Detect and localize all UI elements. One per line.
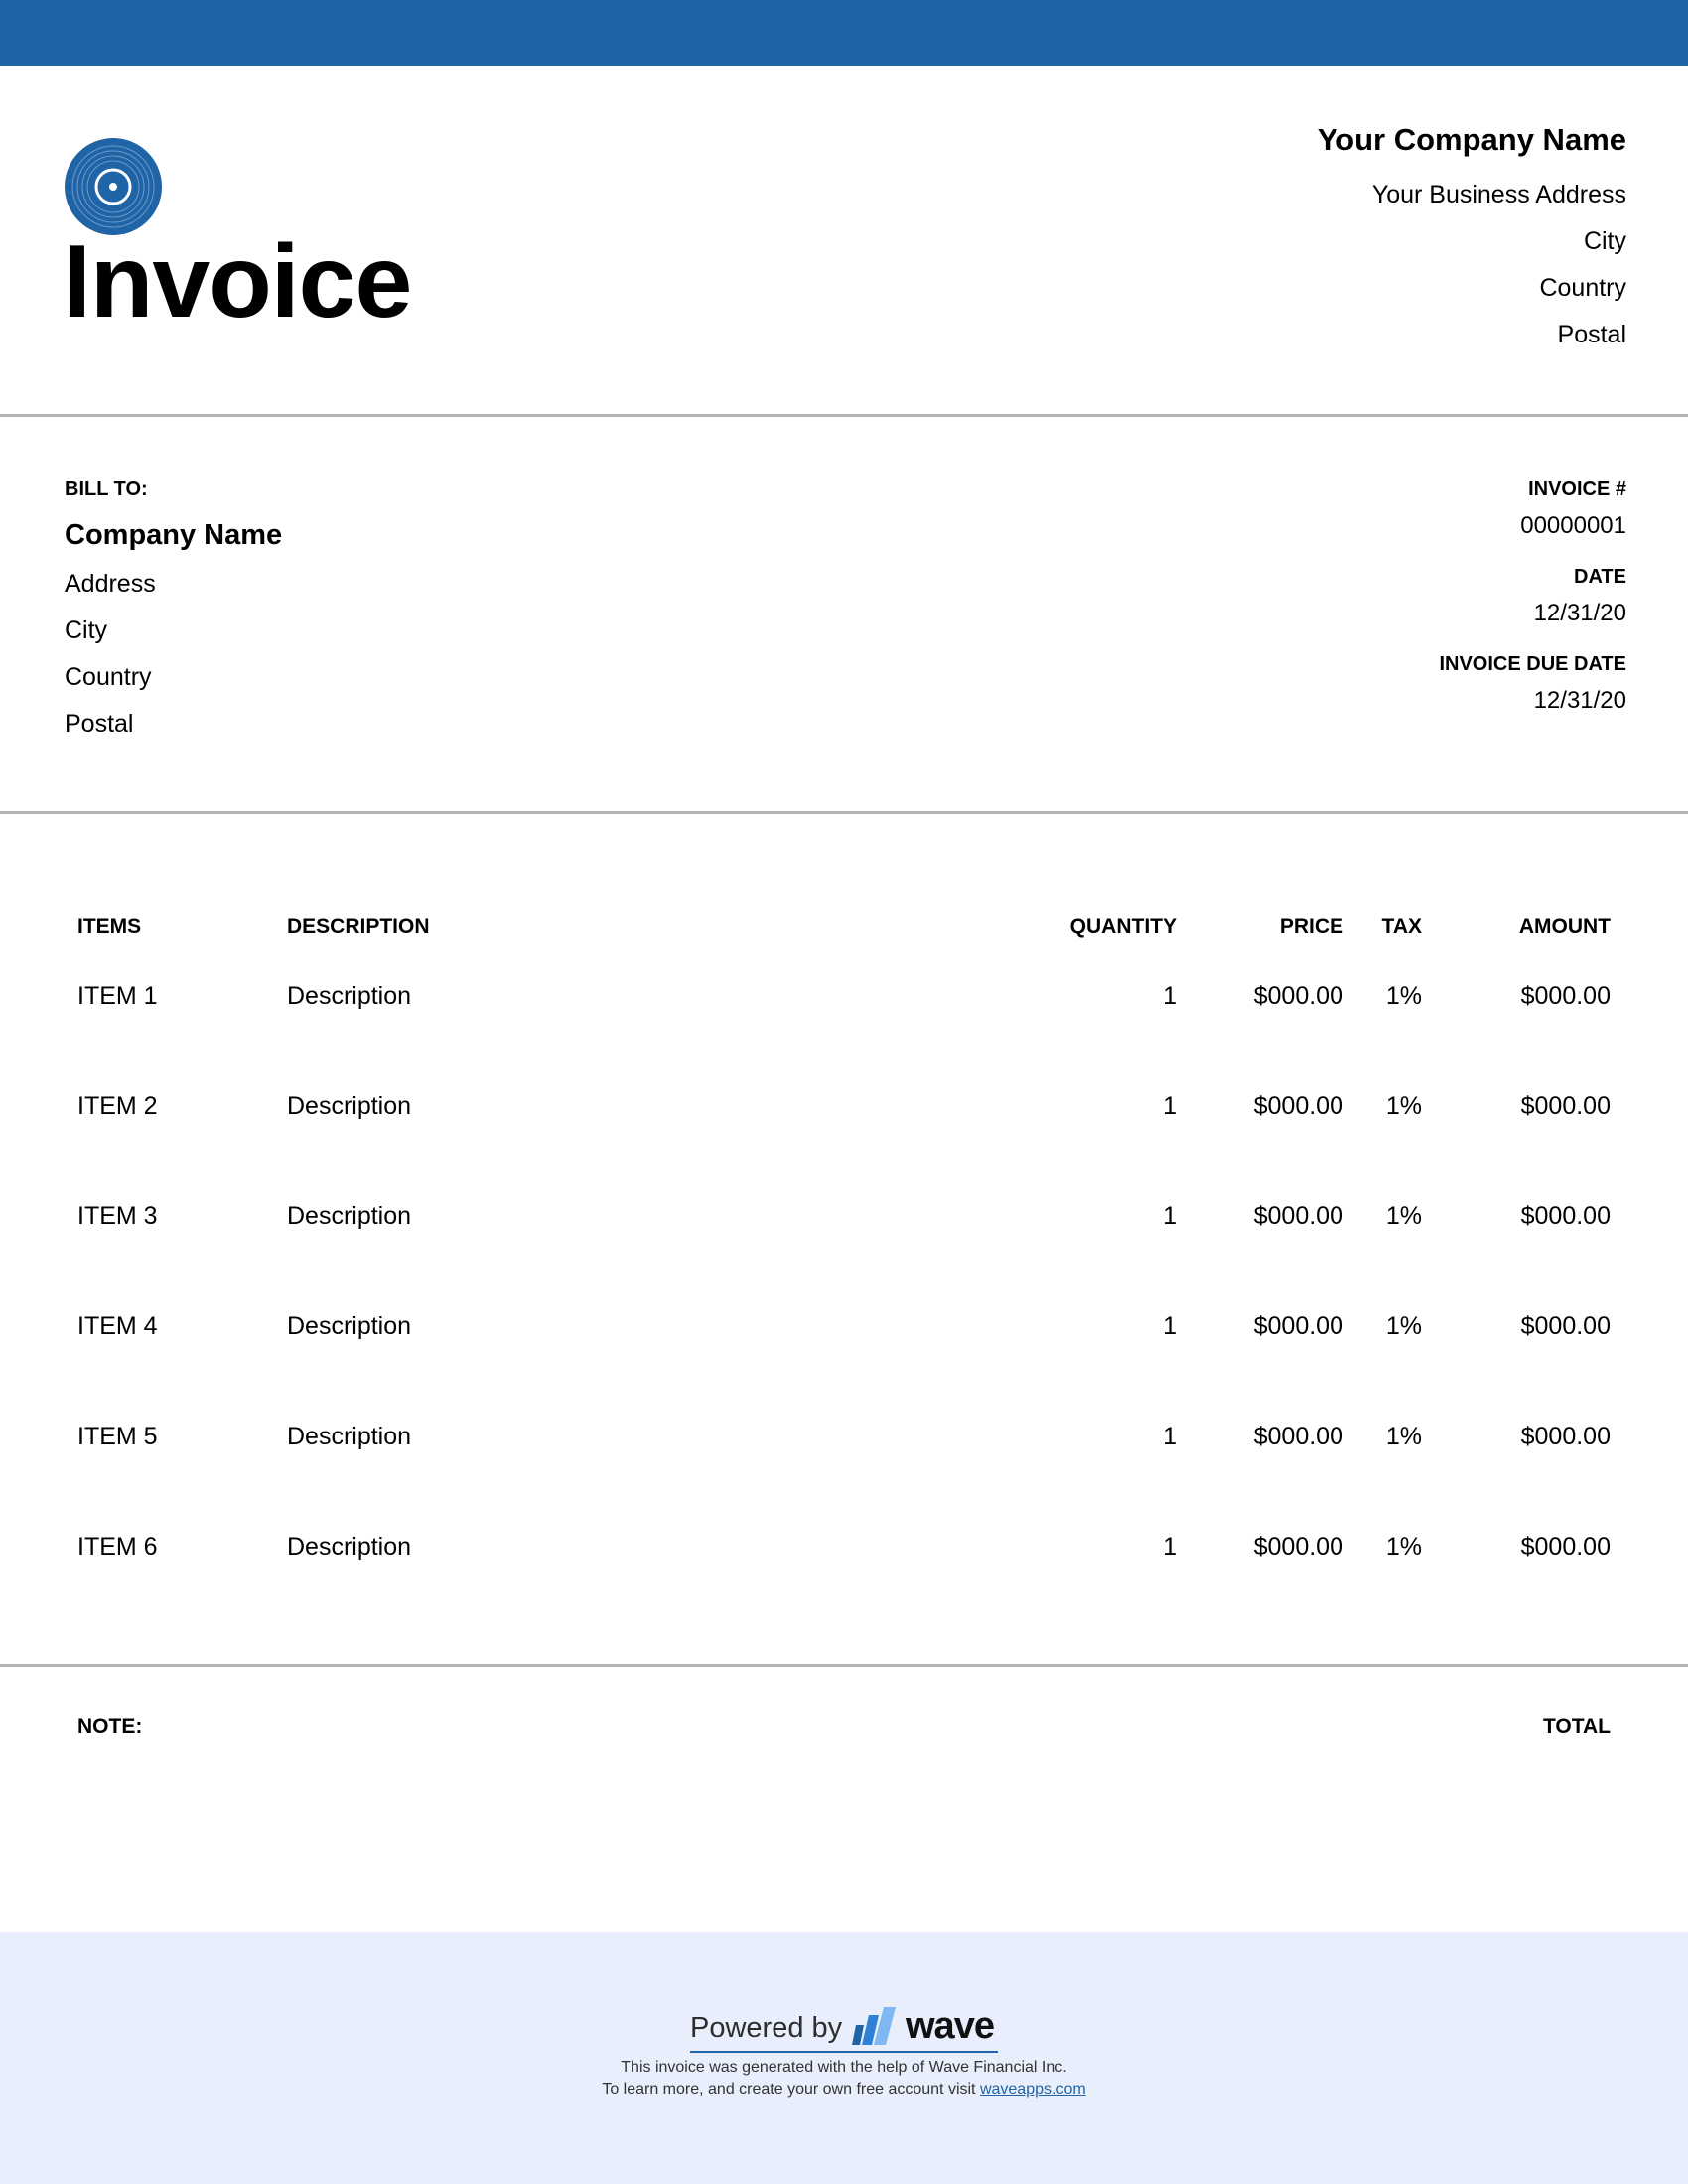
row-quantity: 1 <box>1163 1092 1177 1120</box>
row-item: ITEM 5 <box>77 1423 158 1450</box>
invoice-due-date: 12/31/20 <box>1533 687 1626 714</box>
company-city: City <box>1583 227 1626 255</box>
table-row <box>0 1527 1688 1567</box>
header-tax: TAX <box>1381 915 1422 938</box>
row-item: ITEM 4 <box>77 1312 158 1340</box>
bill-to-label: BILL TO: <box>65 478 148 500</box>
footer-note-line-2 <box>0 2081 1688 2099</box>
row-amount: $000.00 <box>1520 1092 1611 1120</box>
footer-note-text: To learn more, and create your own free account visit <box>602 2081 976 2098</box>
table-row <box>0 1086 1688 1126</box>
header-price: PRICE <box>1279 915 1343 938</box>
due-date-label: INVOICE DUE DATE <box>1439 653 1626 675</box>
page-title: Invoice <box>63 224 412 340</box>
items-table-header <box>0 912 1688 942</box>
bill-to-block <box>65 476 282 748</box>
divider <box>0 414 1688 417</box>
header-description: DESCRIPTION <box>287 915 430 938</box>
row-quantity: 1 <box>1163 1312 1177 1340</box>
row-tax: 1% <box>1385 1423 1422 1450</box>
date-label: DATE <box>1574 566 1626 588</box>
row-description: Description <box>287 1423 412 1450</box>
bill-to-address: Address <box>65 570 156 598</box>
row-price: $000.00 <box>1253 1533 1343 1561</box>
bill-to-postal: Postal <box>65 710 134 738</box>
row-quantity: 1 <box>1163 1423 1177 1450</box>
note-label: NOTE: <box>77 1715 143 1738</box>
table-row <box>0 976 1688 1016</box>
row-tax: 1% <box>1385 1533 1422 1561</box>
row-price: $000.00 <box>1253 1312 1343 1340</box>
row-item: ITEM 3 <box>77 1202 158 1230</box>
row-quantity: 1 <box>1163 982 1177 1010</box>
divider <box>0 811 1688 814</box>
row-price: $000.00 <box>1253 1092 1343 1120</box>
table-row <box>0 1306 1688 1346</box>
company-address: Your Business Address <box>1371 181 1626 208</box>
row-amount: $000.00 <box>1520 982 1611 1010</box>
powered-by-badge <box>690 2005 998 2055</box>
row-quantity: 1 <box>1163 1533 1177 1561</box>
row-description: Description <box>287 1533 412 1561</box>
company-block <box>1318 118 1626 358</box>
row-quantity: 1 <box>1163 1202 1177 1230</box>
wave-logo-icon <box>852 2005 902 2049</box>
header-items: ITEMS <box>77 915 142 938</box>
row-tax: 1% <box>1385 1312 1422 1340</box>
bill-to-country: Country <box>65 663 152 691</box>
row-description: Description <box>287 982 412 1010</box>
table-row <box>0 1196 1688 1236</box>
row-description: Description <box>287 1202 412 1230</box>
header-quantity: QUANTITY <box>1069 915 1177 938</box>
powered-by-underline <box>690 2051 998 2053</box>
invoice-number-label: INVOICE # <box>1528 478 1626 500</box>
row-tax: 1% <box>1385 1092 1422 1120</box>
total-label: TOTAL <box>1542 1715 1611 1738</box>
row-amount: $000.00 <box>1520 1312 1611 1340</box>
row-amount: $000.00 <box>1520 1423 1611 1450</box>
table-row <box>0 1417 1688 1456</box>
company-name: Your Company Name <box>1317 122 1626 157</box>
company-country: Country <box>1539 274 1626 302</box>
row-tax: 1% <box>1385 982 1422 1010</box>
divider <box>0 1664 1688 1667</box>
invoice-date: 12/31/20 <box>1533 600 1626 626</box>
top-brand-bar <box>0 0 1688 66</box>
footer <box>0 1932 1688 2184</box>
wave-wordmark: wave <box>906 2005 994 2047</box>
waveapps-link[interactable]: waveapps.com <box>979 2081 1086 2098</box>
vinyl-record-icon <box>65 138 162 235</box>
footer-note-line-1: This invoice was generated with the help of Wave Financial Inc. <box>621 2059 1067 2076</box>
row-item: ITEM 2 <box>77 1092 158 1120</box>
powered-by-text: Powered by <box>690 2012 843 2044</box>
row-item: ITEM 6 <box>77 1533 158 1561</box>
row-price: $000.00 <box>1253 982 1343 1010</box>
row-price: $000.00 <box>1253 1423 1343 1450</box>
row-description: Description <box>287 1092 412 1120</box>
row-item: ITEM 1 <box>77 982 158 1010</box>
bill-to-city: City <box>65 616 108 644</box>
bill-to-name: Company Name <box>65 519 283 551</box>
row-amount: $000.00 <box>1520 1202 1611 1230</box>
invoice-number: 00000001 <box>1520 512 1626 539</box>
row-tax: 1% <box>1385 1202 1422 1230</box>
row-price: $000.00 <box>1253 1202 1343 1230</box>
company-postal: Postal <box>1557 321 1626 348</box>
row-description: Description <box>287 1312 412 1340</box>
invoice-meta-block <box>1439 476 1626 738</box>
row-amount: $000.00 <box>1520 1533 1611 1561</box>
header-amount: AMOUNT <box>1518 915 1611 938</box>
